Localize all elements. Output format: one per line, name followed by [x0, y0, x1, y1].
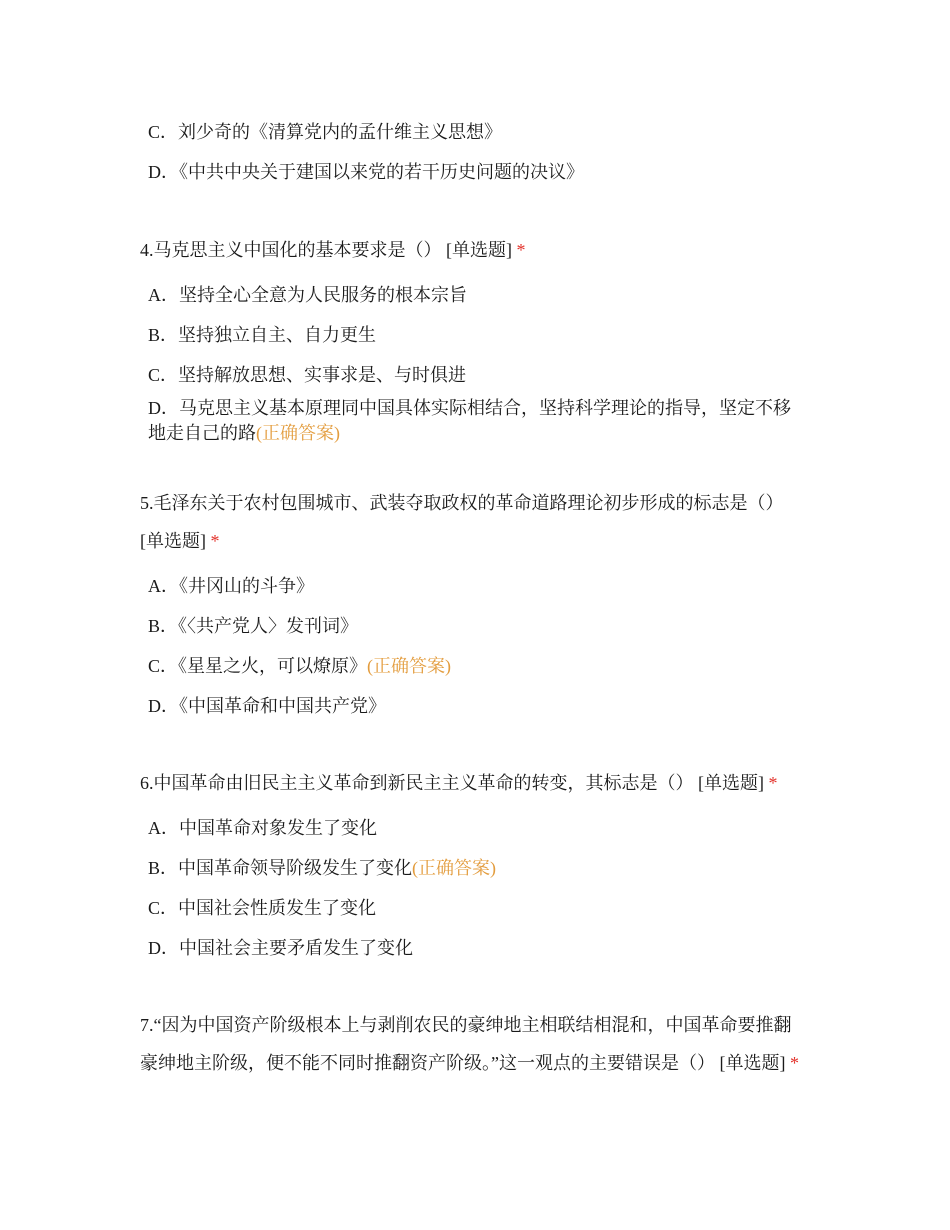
correct-answer-label: (正确答案) [412, 858, 497, 878]
option-letter: D． [148, 398, 179, 418]
option-letter: D． [148, 162, 179, 182]
required-mark: * [768, 773, 778, 793]
correct-answer-label: (正确答案) [367, 656, 452, 676]
q6-title [140, 764, 805, 802]
option-text: 马克思主义基本原理同中国具体实际相结合，坚持科学理论的指导，坚定不移地走自己的路 [148, 398, 791, 443]
q4-title [140, 231, 805, 269]
option-text: 坚持解放思想、实事求是、与时俱进 [178, 365, 467, 385]
option-letter: A． [148, 576, 179, 596]
q7-title [140, 1006, 805, 1082]
option-letter: A． [148, 818, 179, 838]
q6-option-a [148, 816, 808, 841]
option-letter: A． [148, 285, 179, 305]
question-type: [单选题] [698, 773, 764, 793]
option-text: 《井冈山的斗争》 [179, 576, 314, 596]
q6-option-b [148, 856, 808, 881]
option-text: 坚持全心全意为人民服务的根本宗旨 [179, 285, 467, 305]
q5-option-d [148, 694, 808, 719]
option-letter: D． [148, 938, 179, 958]
option-text: 中国社会主要矛盾发生了变化 [179, 938, 413, 958]
option-text: 《〈共产党人〉发刊词》 [178, 616, 359, 636]
required-mark: * [516, 240, 526, 260]
q5-title [140, 484, 805, 560]
required-mark: * [790, 1053, 799, 1073]
option-text: 《中国革命和中国共产党》 [179, 696, 386, 716]
question-text: 6.中国革命由旧民主主义革命到新民主主义革命的转变，其标志是（） [140, 773, 694, 793]
option-text: 《中共中央关于建国以来党的若干历史问题的决议》 [179, 162, 584, 182]
option-text: 《星星之火，可以燎原》 [178, 656, 368, 676]
question-type: [单选题] [719, 1053, 786, 1073]
option-letter: D． [148, 696, 179, 716]
option-text: 刘少奇的《清算党内的孟什维主义思想》 [178, 122, 503, 142]
option-letter: B． [148, 325, 179, 345]
option-letter: B． [148, 616, 179, 636]
q6-option-d [148, 936, 808, 961]
q4-option-c [148, 363, 808, 388]
option-letter: C． [148, 122, 179, 142]
q4-option-d [148, 396, 808, 446]
option-text: 中国社会性质发生了变化 [178, 898, 377, 918]
option-letter: C． [148, 365, 179, 385]
question-text: 7.“因为中国资产阶级根本上与剥削农民的豪绅地主相联结相混和，中国革命要推翻豪绅地主阶级，便不能不同时推翻资产阶级。”这一观点的主要错误是（） [140, 1015, 792, 1073]
q5-option-b [148, 614, 808, 639]
q5-option-a [148, 574, 808, 599]
option-letter: C． [148, 656, 179, 676]
question-type: [单选题] [446, 240, 512, 260]
option-text: 坚持独立自主、自力更生 [178, 325, 377, 345]
q4-option-a [148, 283, 808, 308]
question-type: [单选题] [140, 531, 206, 551]
q3-option-c [148, 120, 808, 145]
correct-answer-label: (正确答案) [256, 423, 340, 443]
question-text: 5.毛泽东关于农村包围城市、武装夺取政权的革命道路理论初步形成的标志是（） [140, 493, 784, 513]
q6-option-c [148, 896, 808, 921]
question-text: 4.马克思主义中国化的基本要求是（） [140, 240, 442, 260]
q3-option-d [148, 160, 808, 185]
q4-option-b [148, 323, 808, 348]
option-letter: C． [148, 898, 179, 918]
option-text: 中国革命领导阶级发生了变化 [178, 858, 413, 878]
option-text: 中国革命对象发生了变化 [179, 818, 377, 838]
required-mark: * [210, 531, 220, 551]
option-letter: B． [148, 858, 179, 878]
q5-option-c [148, 654, 808, 679]
